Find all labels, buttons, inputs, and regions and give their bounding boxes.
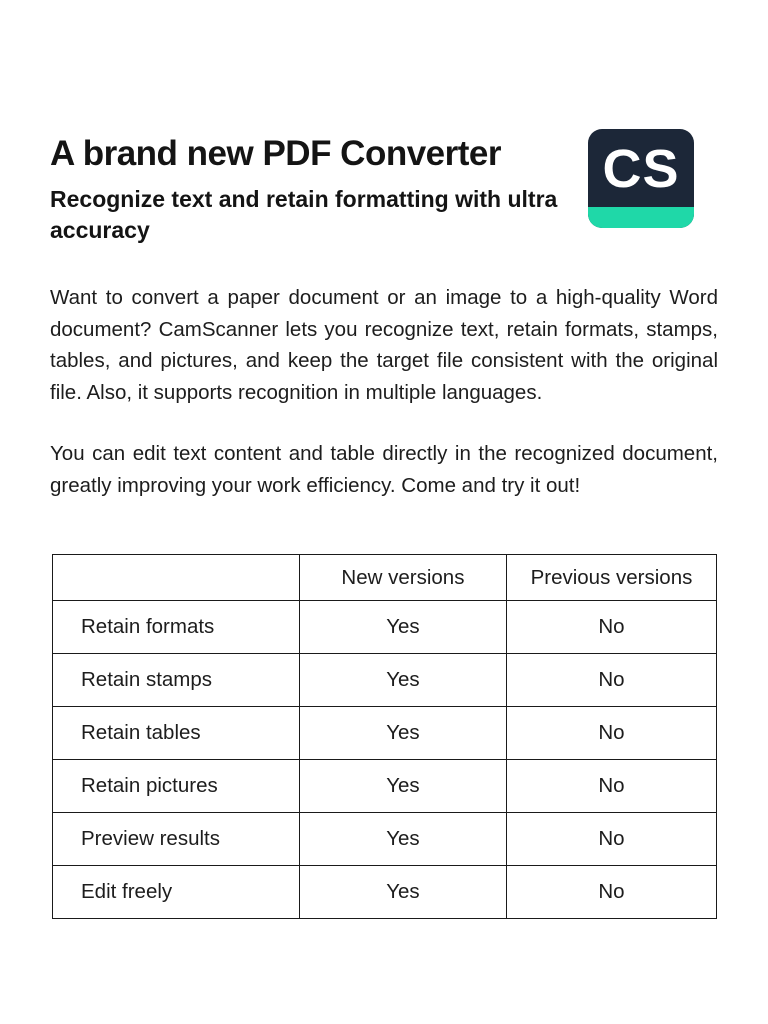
feature-cell: Preview results	[53, 813, 300, 866]
header-cell-feature	[53, 555, 300, 601]
table-row	[53, 654, 717, 707]
feature-cell: Edit freely	[53, 866, 300, 919]
table-header-row	[53, 555, 717, 601]
edit-paragraph: You can edit text content and table directly in the recognized document, greatly improving your work efficiency. Come and try it out!	[50, 442, 718, 497]
feature-cell: Retain stamps	[53, 654, 300, 707]
previous-version-cell: No	[506, 654, 716, 707]
feature-cell: Retain tables	[53, 707, 300, 760]
new-version-cell: Yes	[299, 707, 506, 760]
table-row	[53, 760, 717, 813]
table-row	[53, 601, 717, 654]
new-version-cell: Yes	[299, 654, 506, 707]
previous-version-cell: No	[506, 813, 716, 866]
logo-text: CS	[602, 139, 680, 199]
previous-version-cell: No	[506, 866, 716, 919]
new-version-cell: Yes	[299, 813, 506, 866]
previous-version-cell: No	[506, 601, 716, 654]
page-subtitle: Recognize text and retain formatting with ultra accuracy	[50, 186, 558, 243]
page-title: A brand new PDF Converter	[50, 134, 501, 173]
new-version-cell: Yes	[299, 866, 506, 919]
feature-cell: Retain pictures	[53, 760, 300, 813]
new-version-cell: Yes	[299, 760, 506, 813]
camscanner-logo	[588, 129, 694, 228]
table-row	[53, 707, 717, 760]
header-cell-new-versions: New versions	[299, 555, 506, 601]
logo-accent-band	[588, 207, 694, 228]
comparison-table	[52, 554, 717, 919]
table-row	[53, 813, 717, 866]
header-cell-previous-versions: Previous versions	[506, 555, 716, 601]
feature-cell: Retain formats	[53, 601, 300, 654]
table-row	[53, 866, 717, 919]
previous-version-cell: No	[506, 707, 716, 760]
new-version-cell: Yes	[299, 601, 506, 654]
intro-paragraph: Want to convert a paper document or an image to a high-quality Word document? CamScanner lets you recognize text, retain formats, stamps, tables, and pictures, and keep the target file consistent with the original file. Also, it supports recognition in multiple languages.	[50, 286, 718, 404]
previous-version-cell: No	[506, 760, 716, 813]
